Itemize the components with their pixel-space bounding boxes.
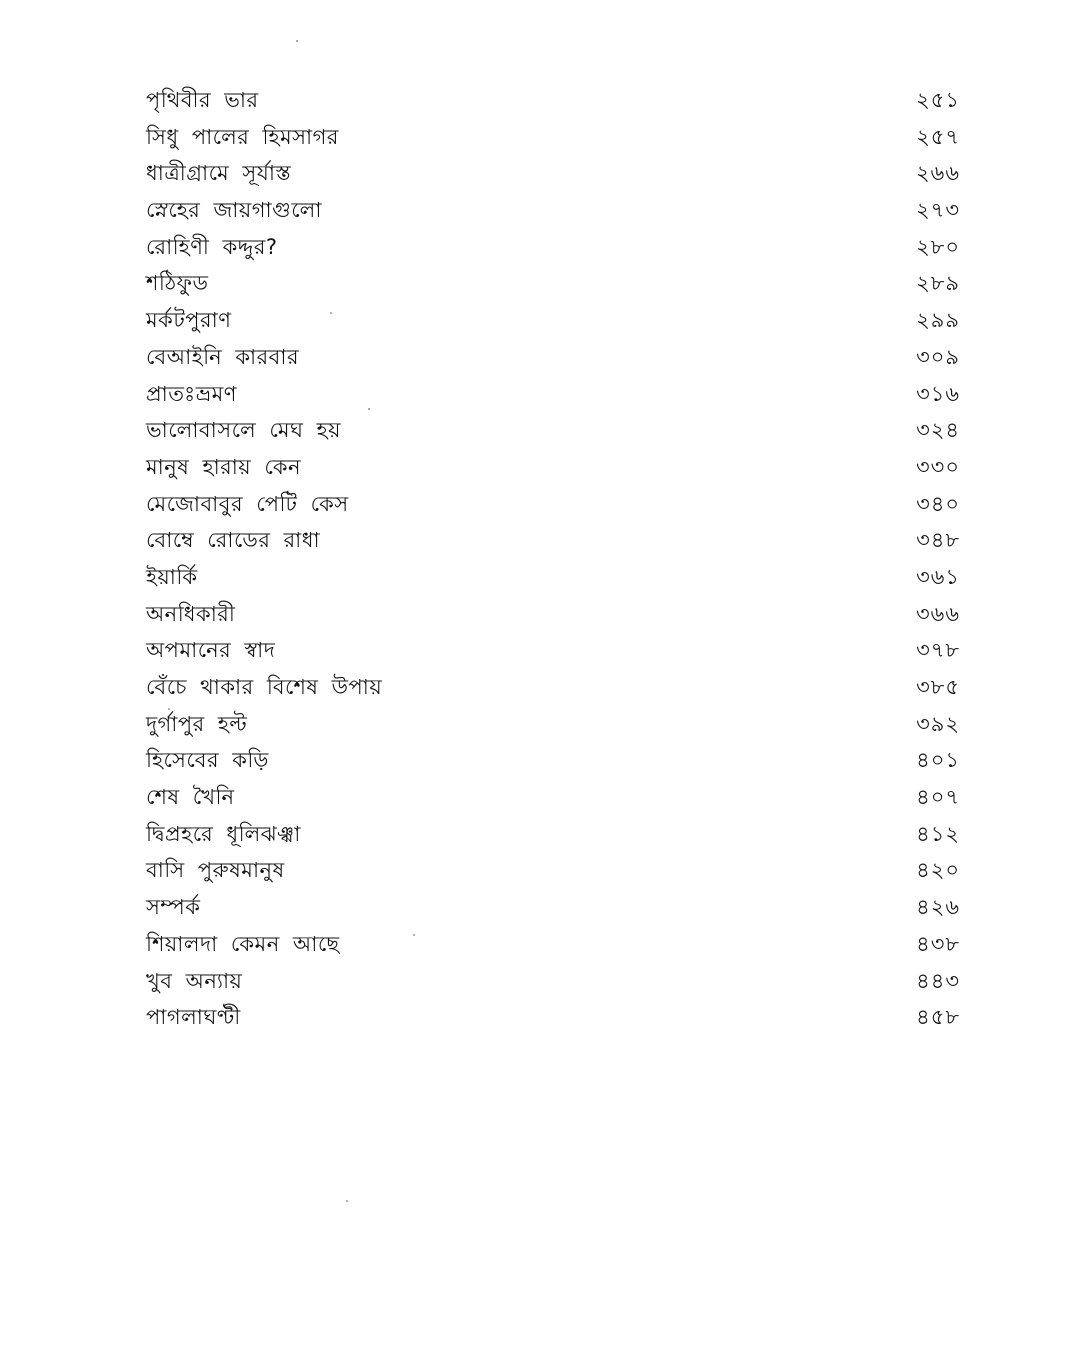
toc-entry [146,412,966,449]
toc-entry-page: ৩১৬ [916,381,960,406]
toc-entry-title: স্নেহের জায়গাগুলো [146,198,322,223]
toc-entry-page: ৩৭৮ [916,638,960,663]
toc-entry [146,522,966,559]
toc-entry-page: ৩২৪ [916,418,960,443]
toc-entry-title: মানুষ হারায় কেন [146,454,302,479]
toc-entry-page: ৩০৯ [916,344,960,369]
toc-entry [146,632,966,669]
toc-entry-title: রোহিণী কদ্দুর? [146,234,278,259]
toc-entry-title: দ্বিপ্রহরে ধূলিঝঞ্ঝা [146,821,301,846]
toc-entry [146,192,966,229]
toc-entry-page: ৪৫৮ [916,1005,960,1030]
toc-entry [146,852,966,889]
toc-entry [146,449,966,486]
toc-entry-page: ২৮৯ [916,271,960,296]
toc-entry-page: ২৫১ [916,88,960,112]
toc-entry-page: ৩৪৮ [916,528,960,553]
toc-entry-title: দুর্গাপুর হল্ট [146,711,248,736]
toc-entry-title: সম্পর্ক [146,895,201,920]
toc-entry [146,339,966,376]
toc-entry-title: অনধিকারী [146,601,236,626]
toc-entry [146,559,966,596]
toc-entry-title: পৃথিবীর ভার [146,88,259,112]
toc-entry-page: ৪৪৩ [916,968,960,993]
toc-entry-title: বেআইনি কারবার [146,344,300,369]
toc-entry-title: বেঁচে থাকার বিশেষ উপায় [146,675,383,699]
toc-entry-title: হিসেবের কড়ি [146,748,269,773]
toc-entry [146,889,966,926]
toc-entry-page: ৩৬৬ [916,601,960,626]
toc-entry [146,816,966,853]
table-of-contents [146,82,966,1036]
toc-entry [146,742,966,779]
toc-entry [146,229,966,266]
paper-speck [296,40,298,42]
toc-entry [146,926,966,963]
toc-entry [146,596,966,633]
toc-entry [146,963,966,1000]
toc-entry-title: বোম্বে রোডের রাধা [146,528,321,553]
toc-entry-page: ২৬৬ [916,161,960,186]
toc-entry-title: অপমানের স্বাদ [146,638,276,663]
toc-entry [146,999,966,1036]
toc-entry-page: ২৮০ [916,234,960,259]
toc-entry-page: ৪১২ [916,821,960,846]
toc-entry-title: শিয়ালদা কেমন আছে [146,931,340,956]
toc-entry [146,302,966,339]
toc-entry [146,669,966,706]
toc-entry-title: মর্কটপুরাণ [146,308,232,333]
toc-entry-page: ৩৮৫ [916,675,960,699]
toc-entry [146,155,966,192]
toc-entry-title: মেজোবাবুর পেটি কেস [146,491,349,516]
toc-entry-title: খুব অন্যায় [146,968,243,993]
toc-entry-title: ভালোবাসলে মেঘ হয় [146,418,342,443]
toc-entry-title: শেষ খৈনি [146,785,235,810]
toc-entry-title: প্রাতঃভ্রমণ [146,381,238,406]
toc-entry-title: ইয়ার্কি [146,564,198,589]
toc-entry-title: সিধু পালের হিমসাগর [146,124,339,149]
toc-entry [146,265,966,302]
toc-entry-page: ৪৩৮ [916,931,960,956]
toc-entry [146,706,966,743]
toc-entry-page: ৩৬১ [916,564,960,589]
toc-entry-page: ৩৩০ [916,454,960,479]
toc-entry-title: শঠিফুড [146,271,209,296]
toc-entry-page: ৪২৬ [916,895,960,920]
toc-entry [146,376,966,413]
toc-entry-page: ৪২০ [916,858,960,883]
toc-entry-page: ৩৪০ [916,491,960,516]
toc-entry [146,82,966,119]
toc-entry [146,119,966,156]
toc-entry-title: বাসি পুরুষমানুষ [146,858,285,883]
paper-speck [346,1200,348,1202]
toc-entry [146,486,966,523]
toc-entry-page: ২৭৩ [916,198,960,223]
toc-entry-title: ধাত্রীগ্রামে সূর্যাস্ত [146,161,292,186]
toc-entry-page: ২৯৯ [916,308,960,333]
toc-entry [146,779,966,816]
toc-entry-page: ৪০১ [916,748,960,773]
toc-entry-title: পাগলাঘণ্টী [146,1005,241,1030]
toc-entry-page: ৪০৭ [916,785,960,810]
toc-entry-page: ২৫৭ [916,124,960,149]
toc-entry-page: ৩৯২ [916,711,960,736]
